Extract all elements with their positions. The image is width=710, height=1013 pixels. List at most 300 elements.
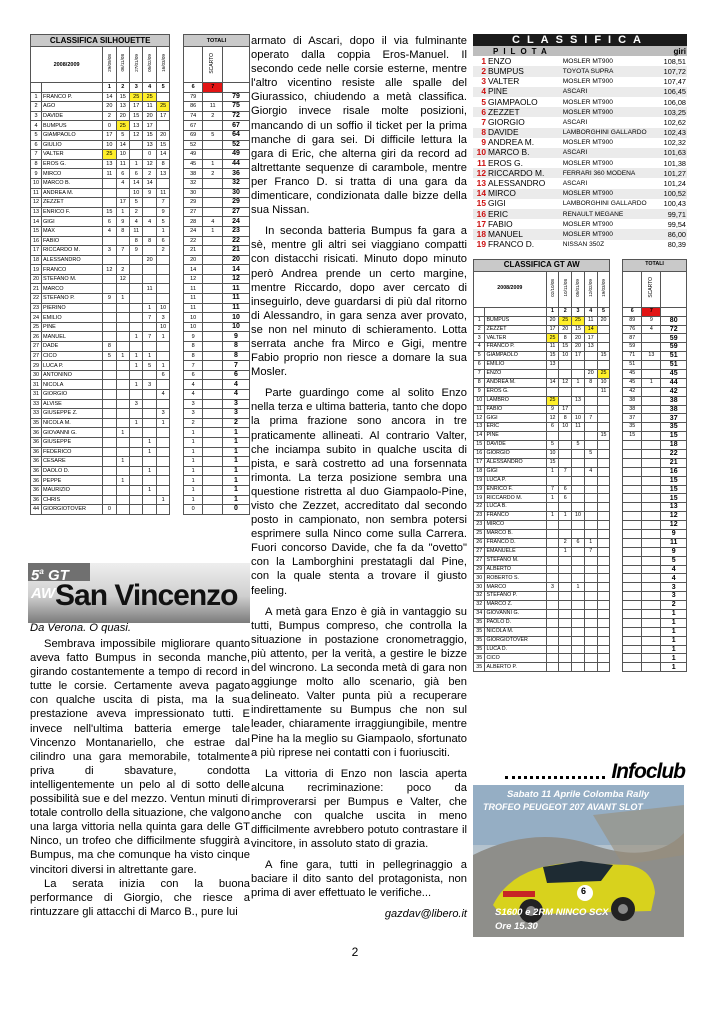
race-points <box>156 476 170 486</box>
result-car: FERRARI 360 MODENA <box>562 168 660 178</box>
gross-points: 15 <box>623 432 642 441</box>
result-car: ASCARI <box>562 118 588 126</box>
race-points: 25 <box>103 150 116 160</box>
standings-position: 44 <box>31 505 42 515</box>
discard-points <box>642 458 661 467</box>
car-column-header <box>562 46 660 56</box>
standings-row <box>31 351 250 361</box>
article-paragraph: A metà gara Enzo è già in vantaggio su tutti, Bumpus compreso, che controlla la situazione in postazione cronometraggio, più attento, per la verità, a gestire le bizze del wincrono. La seconda metà di gara non aggiunge molto allo scenario, già ben delineato. Valter punta più a recuperare indirettamente su Bumpus che non sul leader, chiaramente irraggiungibile, mentre Pine ha la meglio su Giampaolo, sfortunato a più riprese nei contatti con i fuoriusciti. <box>251 605 467 759</box>
race-points <box>572 547 585 556</box>
race-points <box>143 476 156 486</box>
discard-points <box>642 494 661 503</box>
total-points: 24 <box>223 217 250 227</box>
gross-points <box>623 538 642 547</box>
standings-row <box>31 140 250 150</box>
race-points <box>597 592 610 601</box>
total-points: 15 <box>661 485 687 494</box>
standings-row <box>31 418 250 428</box>
standings-row <box>474 556 687 565</box>
spacer <box>170 159 183 169</box>
total-points: 9 <box>661 530 687 539</box>
total-points: 52 <box>223 140 250 150</box>
gross-points: 35 <box>623 423 642 432</box>
standings-position: 19 <box>474 485 485 494</box>
race-number: 1 <box>546 307 559 316</box>
race-points <box>546 663 559 672</box>
scarto-header <box>642 271 661 307</box>
standings-driver: MARCO B. <box>485 530 546 539</box>
race-points: 1 <box>130 351 143 361</box>
race-points: 8 <box>116 226 129 236</box>
race-points <box>143 226 156 236</box>
standings-driver: FEDERICO <box>42 447 103 457</box>
race-number: 7 <box>203 83 223 93</box>
gross-points <box>623 610 642 619</box>
race-points <box>597 414 610 423</box>
gross-points: 69 <box>183 130 203 140</box>
race-points <box>559 503 572 512</box>
race-points <box>597 654 610 663</box>
discard-points <box>203 236 223 246</box>
race-points: 20 <box>156 130 170 140</box>
total-points: 4 <box>223 390 250 400</box>
race-points <box>584 521 597 530</box>
standings-position: 9 <box>31 169 42 179</box>
result-car: TOYOTA SUPRA <box>562 66 660 76</box>
spacer <box>610 343 623 352</box>
result-laps: 102,32 <box>663 138 686 148</box>
standings-driver: GIAMPAOLO <box>42 130 103 140</box>
standings-position: 11 <box>474 405 485 414</box>
discard-points <box>203 178 223 188</box>
discard-points <box>642 538 661 547</box>
race-points <box>103 380 116 390</box>
discard-points <box>203 476 223 486</box>
race-results-table <box>473 46 687 250</box>
race-points <box>584 405 597 414</box>
race-points <box>116 361 129 371</box>
standings-position: 35 <box>474 627 485 636</box>
race-points: 1 <box>584 538 597 547</box>
standings-row <box>31 169 250 179</box>
discard-points <box>203 188 223 198</box>
total-points: 12 <box>223 274 250 284</box>
race-points: 6 <box>156 236 170 246</box>
race-points <box>103 437 116 447</box>
gross-points: 89 <box>623 316 642 325</box>
race-points <box>584 423 597 432</box>
standings-position: 30 <box>474 574 485 583</box>
standings-position: 18 <box>474 467 485 476</box>
race-points <box>116 255 129 265</box>
race-points <box>597 583 610 592</box>
discard-points <box>642 663 661 672</box>
result-position: 6 <box>473 107 487 117</box>
standings-row <box>31 457 250 467</box>
discard-points <box>642 361 661 370</box>
result-laps: 106,45 <box>659 87 687 97</box>
race-points: 10 <box>103 140 116 150</box>
race-result-row <box>473 229 687 239</box>
race-points <box>130 390 143 400</box>
race-points: 25 <box>130 92 143 102</box>
gross-points: 49 <box>183 150 203 160</box>
discard-points <box>203 361 223 371</box>
gross-points: 4 <box>183 390 203 400</box>
page-number: 2 <box>351 945 359 959</box>
race-points <box>103 466 116 476</box>
standings-row <box>31 428 250 438</box>
race-points <box>584 361 597 370</box>
spacer <box>170 332 183 342</box>
race-points: 1 <box>156 418 170 428</box>
standings-position: 35 <box>474 618 485 627</box>
standings-position: 1 <box>474 316 485 325</box>
gross-points: 79 <box>183 92 203 102</box>
race-number: 5 <box>597 307 610 316</box>
car-number: 6 <box>581 886 587 896</box>
total-points: 1 <box>661 610 687 619</box>
race-points <box>103 457 116 467</box>
race-points <box>546 369 559 378</box>
gross-points: 1 <box>183 457 203 467</box>
race-result-row <box>473 219 687 229</box>
standings-driver: STEFANO M. <box>485 556 546 565</box>
gross-points: 7 <box>183 361 203 371</box>
total-points: 11 <box>661 538 687 547</box>
total-points: 51 <box>661 361 687 370</box>
race-points: 17 <box>130 102 143 112</box>
standings-driver: DADE <box>42 342 103 352</box>
race-points: 6 <box>130 169 143 179</box>
total-points: 1 <box>661 663 687 672</box>
standings-row <box>474 361 687 370</box>
result-car: LAMBORGHINI GALLARDO <box>562 128 660 138</box>
discard-points <box>203 303 223 313</box>
race-points: 10 <box>156 322 170 332</box>
standings-row <box>474 627 687 636</box>
race-result-row <box>473 56 687 66</box>
race-points: 1 <box>559 512 572 521</box>
standings-position: 13 <box>31 207 42 217</box>
gross-points: 10 <box>183 313 203 323</box>
race-points: 1 <box>156 332 170 342</box>
race-points <box>130 342 143 352</box>
gross-points: 42 <box>623 387 642 396</box>
discard-points <box>642 369 661 378</box>
race-points <box>116 399 129 409</box>
standings-driver: MARCO B. <box>42 178 103 188</box>
race-points: 1 <box>130 361 143 371</box>
race-points: 8 <box>584 378 597 387</box>
race-points: 4 <box>116 178 129 188</box>
standings-row <box>474 414 687 423</box>
total-points: 2 <box>223 418 250 428</box>
standings-title: CLASSIFICA SILHOUETTE <box>31 35 170 47</box>
race-points <box>546 530 559 539</box>
spacer <box>170 150 183 160</box>
standings-position: 27 <box>474 556 485 565</box>
result-car: ASCARI <box>562 180 588 188</box>
race-date-text: 05/01/09 <box>575 278 581 297</box>
race-date <box>156 47 170 83</box>
race-number: 3 <box>572 307 585 316</box>
standings-position: 10 <box>31 178 42 188</box>
race-points: 11 <box>143 102 156 112</box>
race-points: 1 <box>116 476 129 486</box>
article-title: San Vincenzo <box>55 579 238 612</box>
race-points <box>546 565 559 574</box>
race-number: 1 <box>103 83 116 93</box>
total-points: 36 <box>223 169 250 179</box>
race-date-text: 10/11/08 <box>562 278 568 297</box>
race-points: 15 <box>597 352 610 361</box>
race-points: 10 <box>572 512 585 521</box>
spacer <box>610 378 623 387</box>
gross-points <box>623 636 642 645</box>
total-points: 3 <box>661 583 687 592</box>
race-points <box>116 313 129 323</box>
gross-points: 38 <box>623 405 642 414</box>
race-points <box>156 485 170 495</box>
race-points: 15 <box>546 458 559 467</box>
standings-position: 32 <box>474 601 485 610</box>
standings-driver: FRANCO <box>485 512 546 521</box>
race-points: 2 <box>559 538 572 547</box>
discard-points <box>203 409 223 419</box>
race-points: 5 <box>116 130 129 140</box>
race-points: 20 <box>143 111 156 121</box>
standings-driver: STEFANO M. <box>42 274 103 284</box>
standings-row <box>474 503 687 512</box>
race-points: 25 <box>597 369 610 378</box>
race-points: 5 <box>572 441 585 450</box>
result-position: 2 <box>473 66 487 76</box>
total-points: 13 <box>661 503 687 512</box>
discard-points <box>203 390 223 400</box>
race-date <box>143 47 156 83</box>
race-points: 3 <box>156 409 170 419</box>
discard-points <box>642 334 661 343</box>
spacer <box>610 307 623 316</box>
race-numbers-row <box>474 307 687 316</box>
race-points: 11 <box>103 169 116 179</box>
total-points: 1 <box>661 654 687 663</box>
standings-position: 3 <box>31 111 42 121</box>
standings-driver: MIRCO <box>485 521 546 530</box>
race-points <box>559 476 572 485</box>
gross-points: 3 <box>183 399 203 409</box>
race-points <box>546 592 559 601</box>
result-laps: 102,43 <box>659 128 687 138</box>
result-driver: BUMPUS <box>487 66 562 76</box>
result-car: MOSLER MT900 <box>562 220 613 228</box>
spacer <box>610 556 623 565</box>
race-points <box>584 556 597 565</box>
result-driver: ERIC <box>487 209 562 219</box>
race-points <box>559 396 572 405</box>
standings-position: 30 <box>474 583 485 592</box>
race-points <box>130 457 143 467</box>
standings-row <box>474 583 687 592</box>
spacer <box>170 35 183 47</box>
silhouette-standings <box>30 34 250 515</box>
gross-points: 59 <box>623 343 642 352</box>
standings-driver: CICO <box>42 351 103 361</box>
race-points <box>597 538 610 547</box>
race-points <box>143 274 156 284</box>
race-points <box>156 121 170 131</box>
gross-points <box>623 485 642 494</box>
race-points <box>130 428 143 438</box>
article-paragraph: La vittoria di Enzo non lascia aperta alcuna recriminazione: poco da rimproverarsi per Bumpus e Valter, che anche con qualche uscita in meno difficilmente avrebbero potuto contrastare il vincitore, in assoluto stato di grazia. <box>251 767 467 851</box>
race-points <box>116 188 129 198</box>
spacer <box>610 414 623 423</box>
spacer <box>610 583 623 592</box>
race-points <box>572 485 585 494</box>
standings-position: 8 <box>31 159 42 169</box>
race-points <box>597 450 610 459</box>
standings-driver: ERIC <box>485 423 546 432</box>
discard-points <box>642 654 661 663</box>
gross-points: 1 <box>183 466 203 476</box>
standings-position: 2 <box>31 102 42 112</box>
race-points <box>597 627 610 636</box>
standings-position: 17 <box>31 246 42 256</box>
total-points: 15 <box>661 494 687 503</box>
standings-driver: ALBERTO P. <box>485 663 546 672</box>
discard-points: 1 <box>642 378 661 387</box>
total-points: 29 <box>223 198 250 208</box>
race-points <box>143 342 156 352</box>
standings-driver: ALESSANDRO <box>485 458 546 467</box>
discard-points <box>203 457 223 467</box>
total-points: 14 <box>223 265 250 275</box>
standings-position: 4 <box>474 343 485 352</box>
race-points <box>156 457 170 467</box>
standings-dates-row <box>31 47 250 83</box>
spacer <box>170 284 183 294</box>
standings-position: 29 <box>31 361 42 371</box>
standings-driver: ROBERTO S. <box>485 574 546 583</box>
total-points: 12 <box>661 512 687 521</box>
standings-position: 12 <box>474 414 485 423</box>
discard-points <box>642 343 661 352</box>
standings-position: 24 <box>31 313 42 323</box>
race-points: 8 <box>103 342 116 352</box>
race-points <box>103 399 116 409</box>
race-points: 10 <box>597 378 610 387</box>
total-points: 49 <box>223 150 250 160</box>
total-points: 8 <box>223 351 250 361</box>
race-points <box>597 441 610 450</box>
race-points: 7 <box>143 313 156 323</box>
race-numbers <box>485 307 546 316</box>
total-points: 7 <box>223 361 250 371</box>
race-points: 11 <box>156 188 170 198</box>
gross-points <box>623 547 642 556</box>
spacer <box>170 102 183 112</box>
race-points: 9 <box>156 207 170 217</box>
discard-points: 13 <box>642 352 661 361</box>
total-points: 10 <box>223 313 250 323</box>
standings-row <box>474 405 687 414</box>
total-points: 21 <box>661 458 687 467</box>
standings-driver: ZEZZET <box>485 325 546 334</box>
race-points <box>559 387 572 396</box>
standings-row <box>31 159 250 169</box>
race-points <box>156 265 170 275</box>
race-points: 7 <box>584 547 597 556</box>
standings-position: 3 <box>474 334 485 343</box>
standings-row <box>474 512 687 521</box>
race-points: 1 <box>572 378 585 387</box>
race-points <box>103 418 116 428</box>
total-points: 3 <box>661 592 687 601</box>
gross-points: 8 <box>183 351 203 361</box>
standings-row <box>474 343 687 352</box>
result-laps: 80,39 <box>667 240 686 250</box>
race-points <box>597 601 610 610</box>
spacer <box>170 457 183 467</box>
standings-driver: VALTER <box>42 150 103 160</box>
standings-driver: PIERINO <box>42 303 103 313</box>
race-points <box>103 303 116 313</box>
standings-position: 35 <box>31 418 42 428</box>
spacer <box>610 512 623 521</box>
race-points <box>546 636 559 645</box>
standings-driver: EROS G. <box>42 159 103 169</box>
gross-points: 1 <box>183 485 203 495</box>
gross-points: 11 <box>183 284 203 294</box>
race-points <box>156 428 170 438</box>
race-points <box>143 390 156 400</box>
race-points: 10 <box>559 352 572 361</box>
discard-points <box>203 198 223 208</box>
race-points: 14 <box>143 178 156 188</box>
race-points: 11 <box>597 387 610 396</box>
race-points: 13 <box>572 396 585 405</box>
race-points: 9 <box>546 405 559 414</box>
discard-points <box>642 592 661 601</box>
race-points <box>572 361 585 370</box>
standings-driver: VALTER <box>485 334 546 343</box>
standings-row <box>31 246 250 256</box>
race-points: 6 <box>156 370 170 380</box>
result-driver: ZEZZET <box>487 107 562 117</box>
spacer <box>170 437 183 447</box>
totals-header: TOTALI <box>183 35 249 47</box>
race-points <box>130 274 143 284</box>
race-date-text: 02/10/08 <box>550 278 556 297</box>
race-points <box>156 342 170 352</box>
race-points: 25 <box>559 316 572 325</box>
race-points: 7 <box>584 414 597 423</box>
race-points <box>559 441 572 450</box>
discard-points <box>642 565 661 574</box>
standings-driver: DAVIDE <box>42 111 103 121</box>
discard-points <box>203 437 223 447</box>
race-points <box>584 636 597 645</box>
discard-points: 2 <box>203 111 223 121</box>
race-points <box>116 342 129 352</box>
total-points: 9 <box>661 547 687 556</box>
spacer <box>170 83 183 93</box>
standings-position: 19 <box>31 265 42 275</box>
standings-row <box>474 423 687 432</box>
total-points: 1 <box>223 485 250 495</box>
discard-points: 1 <box>203 226 223 236</box>
